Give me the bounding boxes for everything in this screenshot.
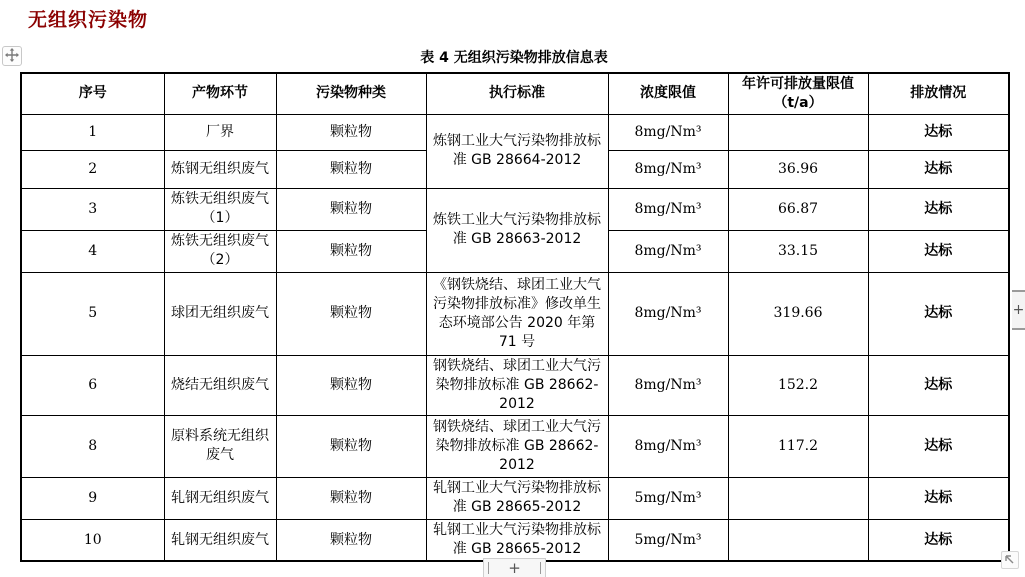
table-header-row — [21, 73, 1009, 114]
cell-serial[interactable]: 8 — [21, 415, 164, 477]
table-caption[interactable]: 表 4 无组织污染物排放信息表 — [420, 50, 608, 66]
cell-status[interactable]: 达标 — [868, 150, 1009, 188]
move-cross-icon — [5, 47, 19, 66]
cell-serial[interactable]: 5 — [21, 272, 164, 355]
cell-annual-limit[interactable]: 319.66 — [728, 272, 868, 355]
cell-pollutant[interactable]: 颗粒物 — [276, 188, 426, 230]
table-row — [21, 519, 1009, 561]
header-annual-limit[interactable]: 年许可排放量限值（t/a） — [728, 73, 868, 114]
cell-annual-limit[interactable]: 66.87 — [728, 188, 868, 230]
table-row — [21, 188, 1009, 230]
table-resize-handle[interactable] — [1001, 551, 1019, 569]
cell-serial[interactable]: 3 — [21, 188, 164, 230]
cell-annual-limit[interactable]: 36.96 — [728, 150, 868, 188]
cell-standard[interactable]: 炼铁工业大气污染物排放标准 GB 28663-2012 — [426, 188, 608, 272]
header-pollutant[interactable]: 污染物种类 — [276, 73, 426, 114]
cell-serial[interactable]: 4 — [21, 230, 164, 272]
cell-limit[interactable]: 8mg/Nm³ — [608, 272, 728, 355]
header-limit[interactable]: 浓度限值 — [608, 73, 728, 114]
cell-serial[interactable]: 6 — [21, 355, 164, 415]
cell-annual-limit[interactable] — [728, 477, 868, 519]
cell-stage[interactable]: 炼铁无组织废气（2） — [164, 230, 276, 272]
cell-stage[interactable]: 球团无组织废气 — [164, 272, 276, 355]
cell-stage[interactable]: 烧结无组织废气 — [164, 355, 276, 415]
cell-pollutant[interactable]: 颗粒物 — [276, 150, 426, 188]
cell-status[interactable]: 达标 — [868, 188, 1009, 230]
cell-limit[interactable]: 8mg/Nm³ — [608, 188, 728, 230]
cell-status[interactable]: 达标 — [868, 114, 1009, 150]
cell-serial[interactable]: 1 — [21, 114, 164, 150]
cell-annual-limit[interactable] — [728, 519, 868, 561]
cell-status[interactable]: 达标 — [868, 415, 1009, 477]
cell-limit[interactable]: 5mg/Nm³ — [608, 519, 728, 561]
document-heading[interactable]: 无组织污染物 — [28, 9, 149, 31]
header-status[interactable]: 排放情况 — [868, 73, 1009, 114]
cell-standard[interactable]: 轧钢工业大气污染物排放标准 GB 28665-2012 — [426, 519, 608, 561]
cell-pollutant[interactable]: 颗粒物 — [276, 272, 426, 355]
emissions-table — [20, 72, 1010, 562]
cell-stage[interactable]: 炼钢无组织废气 — [164, 150, 276, 188]
table-row — [21, 272, 1009, 355]
add-row-button[interactable]: + — [483, 558, 546, 577]
cell-status[interactable]: 达标 — [868, 355, 1009, 415]
cell-serial[interactable]: 2 — [21, 150, 164, 188]
cell-stage[interactable]: 原料系统无组织废气 — [164, 415, 276, 477]
cell-pollutant[interactable]: 颗粒物 — [276, 415, 426, 477]
cell-standard[interactable]: 炼钢工业大气污染物排放标准 GB 28664-2012 — [426, 114, 608, 188]
cell-pollutant[interactable]: 颗粒物 — [276, 355, 426, 415]
cell-annual-limit[interactable]: 33.15 — [728, 230, 868, 272]
cell-pollutant[interactable]: 颗粒物 — [276, 230, 426, 272]
cell-stage[interactable]: 轧钢无组织废气 — [164, 477, 276, 519]
cell-standard[interactable]: 《钢铁烧结、球团工业大气污染物排放标准》修改单生态环境部公告 2020 年第 71 号 — [426, 272, 608, 355]
cell-status[interactable]: 达标 — [868, 272, 1009, 355]
cell-stage[interactable]: 炼铁无组织废气（1） — [164, 188, 276, 230]
cell-pollutant[interactable]: 颗粒物 — [276, 477, 426, 519]
cell-stage[interactable]: 轧钢无组织废气 — [164, 519, 276, 561]
cell-annual-limit[interactable]: 152.2 — [728, 355, 868, 415]
cell-annual-limit[interactable] — [728, 114, 868, 150]
table-row — [21, 477, 1009, 519]
cell-standard[interactable]: 轧钢工业大气污染物排放标准 GB 28665-2012 — [426, 477, 608, 519]
header-serial[interactable]: 序号 — [21, 73, 164, 114]
table-row — [21, 355, 1009, 415]
cell-standard[interactable]: 钢铁烧结、球团工业大气污染物排放标准 GB 28662-2012 — [426, 355, 608, 415]
cell-standard[interactable]: 钢铁烧结、球团工业大气污染物排放标准 GB 28662-2012 — [426, 415, 608, 477]
cell-status[interactable]: 达标 — [868, 477, 1009, 519]
cell-limit[interactable]: 8mg/Nm³ — [608, 150, 728, 188]
add-column-button[interactable]: + — [1012, 290, 1025, 330]
cell-limit[interactable]: 8mg/Nm³ — [608, 355, 728, 415]
cell-pollutant[interactable]: 颗粒物 — [276, 519, 426, 561]
header-standard[interactable]: 执行标准 — [426, 73, 608, 114]
cell-limit[interactable]: 8mg/Nm³ — [608, 230, 728, 272]
diagonal-arrow-icon — [1004, 551, 1016, 570]
cell-limit[interactable]: 8mg/Nm³ — [608, 114, 728, 150]
cell-limit[interactable]: 8mg/Nm³ — [608, 415, 728, 477]
table-row — [21, 415, 1009, 477]
cell-serial[interactable]: 10 — [21, 519, 164, 561]
header-stage[interactable]: 产物环节 — [164, 73, 276, 114]
cell-stage[interactable]: 厂界 — [164, 114, 276, 150]
table-move-handle[interactable] — [2, 46, 22, 66]
cell-status[interactable]: 达标 — [868, 519, 1009, 561]
table-row — [21, 114, 1009, 150]
cell-status[interactable]: 达标 — [868, 230, 1009, 272]
cell-pollutant[interactable]: 颗粒物 — [276, 114, 426, 150]
cell-limit[interactable]: 5mg/Nm³ — [608, 477, 728, 519]
cell-annual-limit[interactable]: 117.2 — [728, 415, 868, 477]
cell-serial[interactable]: 9 — [21, 477, 164, 519]
